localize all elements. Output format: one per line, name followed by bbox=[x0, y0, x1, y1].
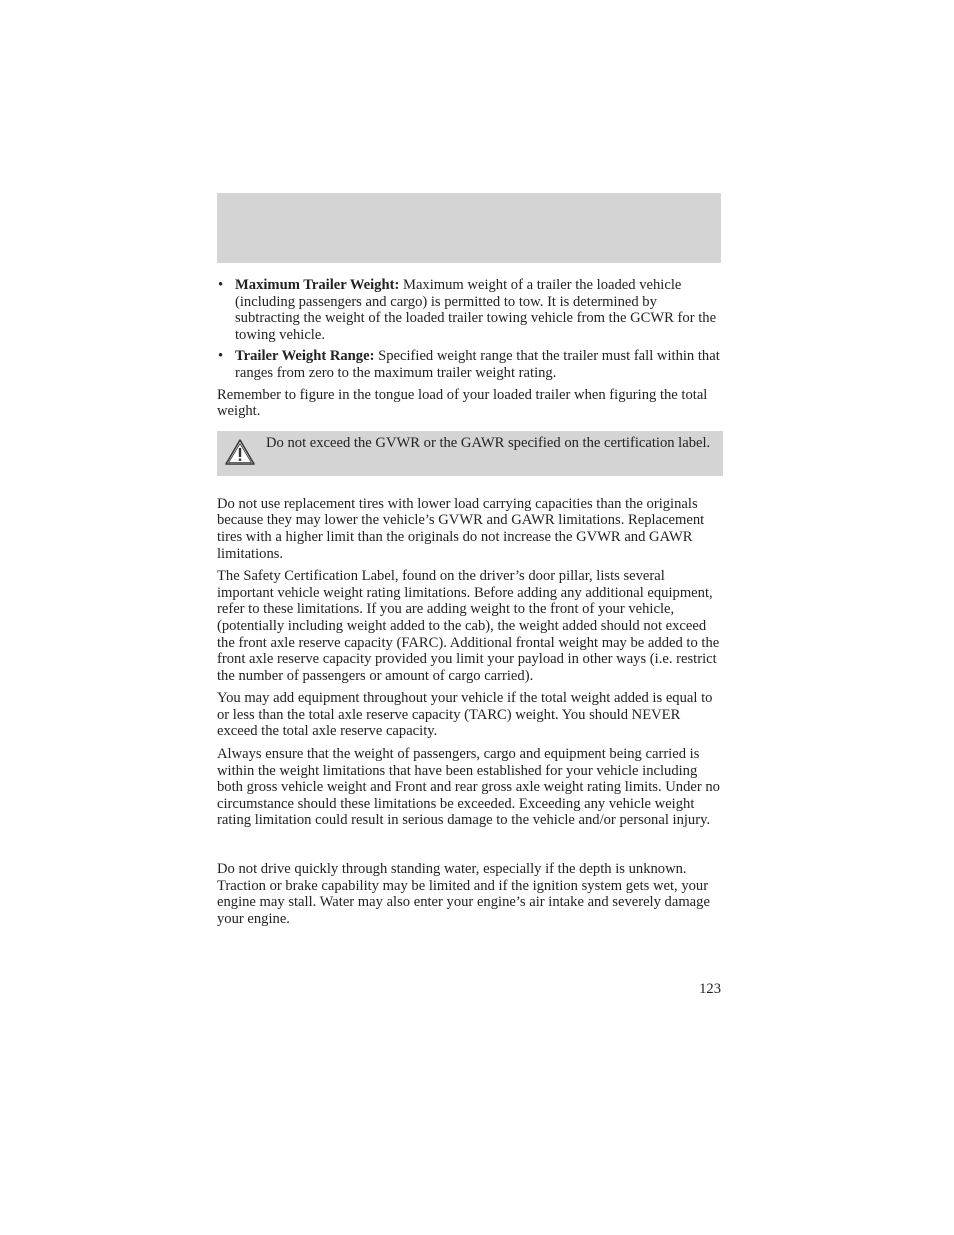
definition-text: Specified weight range that the trailer must fall within that ranges from zero to the maximum trailer weight rating. bbox=[235, 348, 720, 381]
warning-text: Do not exceed the GVWR or the GAWR specified on the certification label. bbox=[266, 434, 711, 451]
bullet-icon: • bbox=[218, 277, 224, 293]
warning-box bbox=[217, 431, 723, 476]
water-paragraph: Do not drive quickly through standing water, especially if the depth is unknown. Traction or brake capability may be limited and if the ignition system gets wet, your engine may stall. Water may also enter your engine’s air intake and severely damage your engine. bbox=[217, 861, 710, 927]
definition-term: Maximum Trailer Weight: bbox=[235, 277, 400, 293]
page-number: 123 bbox=[699, 981, 721, 997]
tongue-load-paragraph: Remember to figure in the tongue load of your loaded trailer when figuring the total weight. bbox=[217, 386, 708, 420]
paragraph: The Safety Certification Label, found on the driver’s door pillar, lists several important vehicle weight rating limitations. Before adding any additional equipment, refer to these limitations. If you are adding weight to the front of your vehicle, (potentially including weight added to the cab), the weight added should not exceed the front axle reserve capacity (FARC). Additional frontal weight may be added to the front axle reserve capacity provided you limit your payload in other ways (i.e. restrict the number of passengers or amount of cargo carried). bbox=[217, 568, 720, 684]
page-header-bar bbox=[217, 193, 721, 263]
paragraph: You may add equipment throughout your vehicle if the total weight added is equal to or less than the total axle reserve capacity (TARC) weight. You should NEVER exceed the total axle reserve capacity. bbox=[217, 690, 713, 740]
definition-term: Trailer Weight Range: bbox=[235, 348, 375, 365]
paragraph: Always ensure that the weight of passengers, cargo and equipment being carried is within the weight limitations that have been established for your vehicle including both gross vehicle weight and Front and rear gross axle weight rating limits. Under no circumstance should these limitations be exceeded. Exceeding any vehicle weight rating limitation could result in serious damage to the vehicle and/or personal injury. bbox=[217, 746, 720, 829]
section-gap bbox=[217, 835, 723, 861]
warning-triangle-icon bbox=[224, 438, 256, 466]
definition-list bbox=[217, 277, 723, 382]
definition-text: Maximum weight of a trailer the loaded vehicle (including passengers and cargo) is permitted to tow. It is determined by subtracting the weight of the loaded trailer towing vehicle from the GCWR for the towing vehicle. bbox=[235, 277, 717, 343]
page-content bbox=[217, 277, 723, 933]
list-item bbox=[217, 348, 723, 381]
paragraph: Do not use replacement tires with lower load carrying capacities than the originals because they may lower the vehicle’s GVWR and GAWR limitations. Replacement tires with a higher limit than the originals do not increase the GVWR and GAWR limitations. bbox=[217, 495, 705, 562]
bullet-icon: • bbox=[218, 348, 224, 365]
list-item bbox=[217, 277, 723, 343]
